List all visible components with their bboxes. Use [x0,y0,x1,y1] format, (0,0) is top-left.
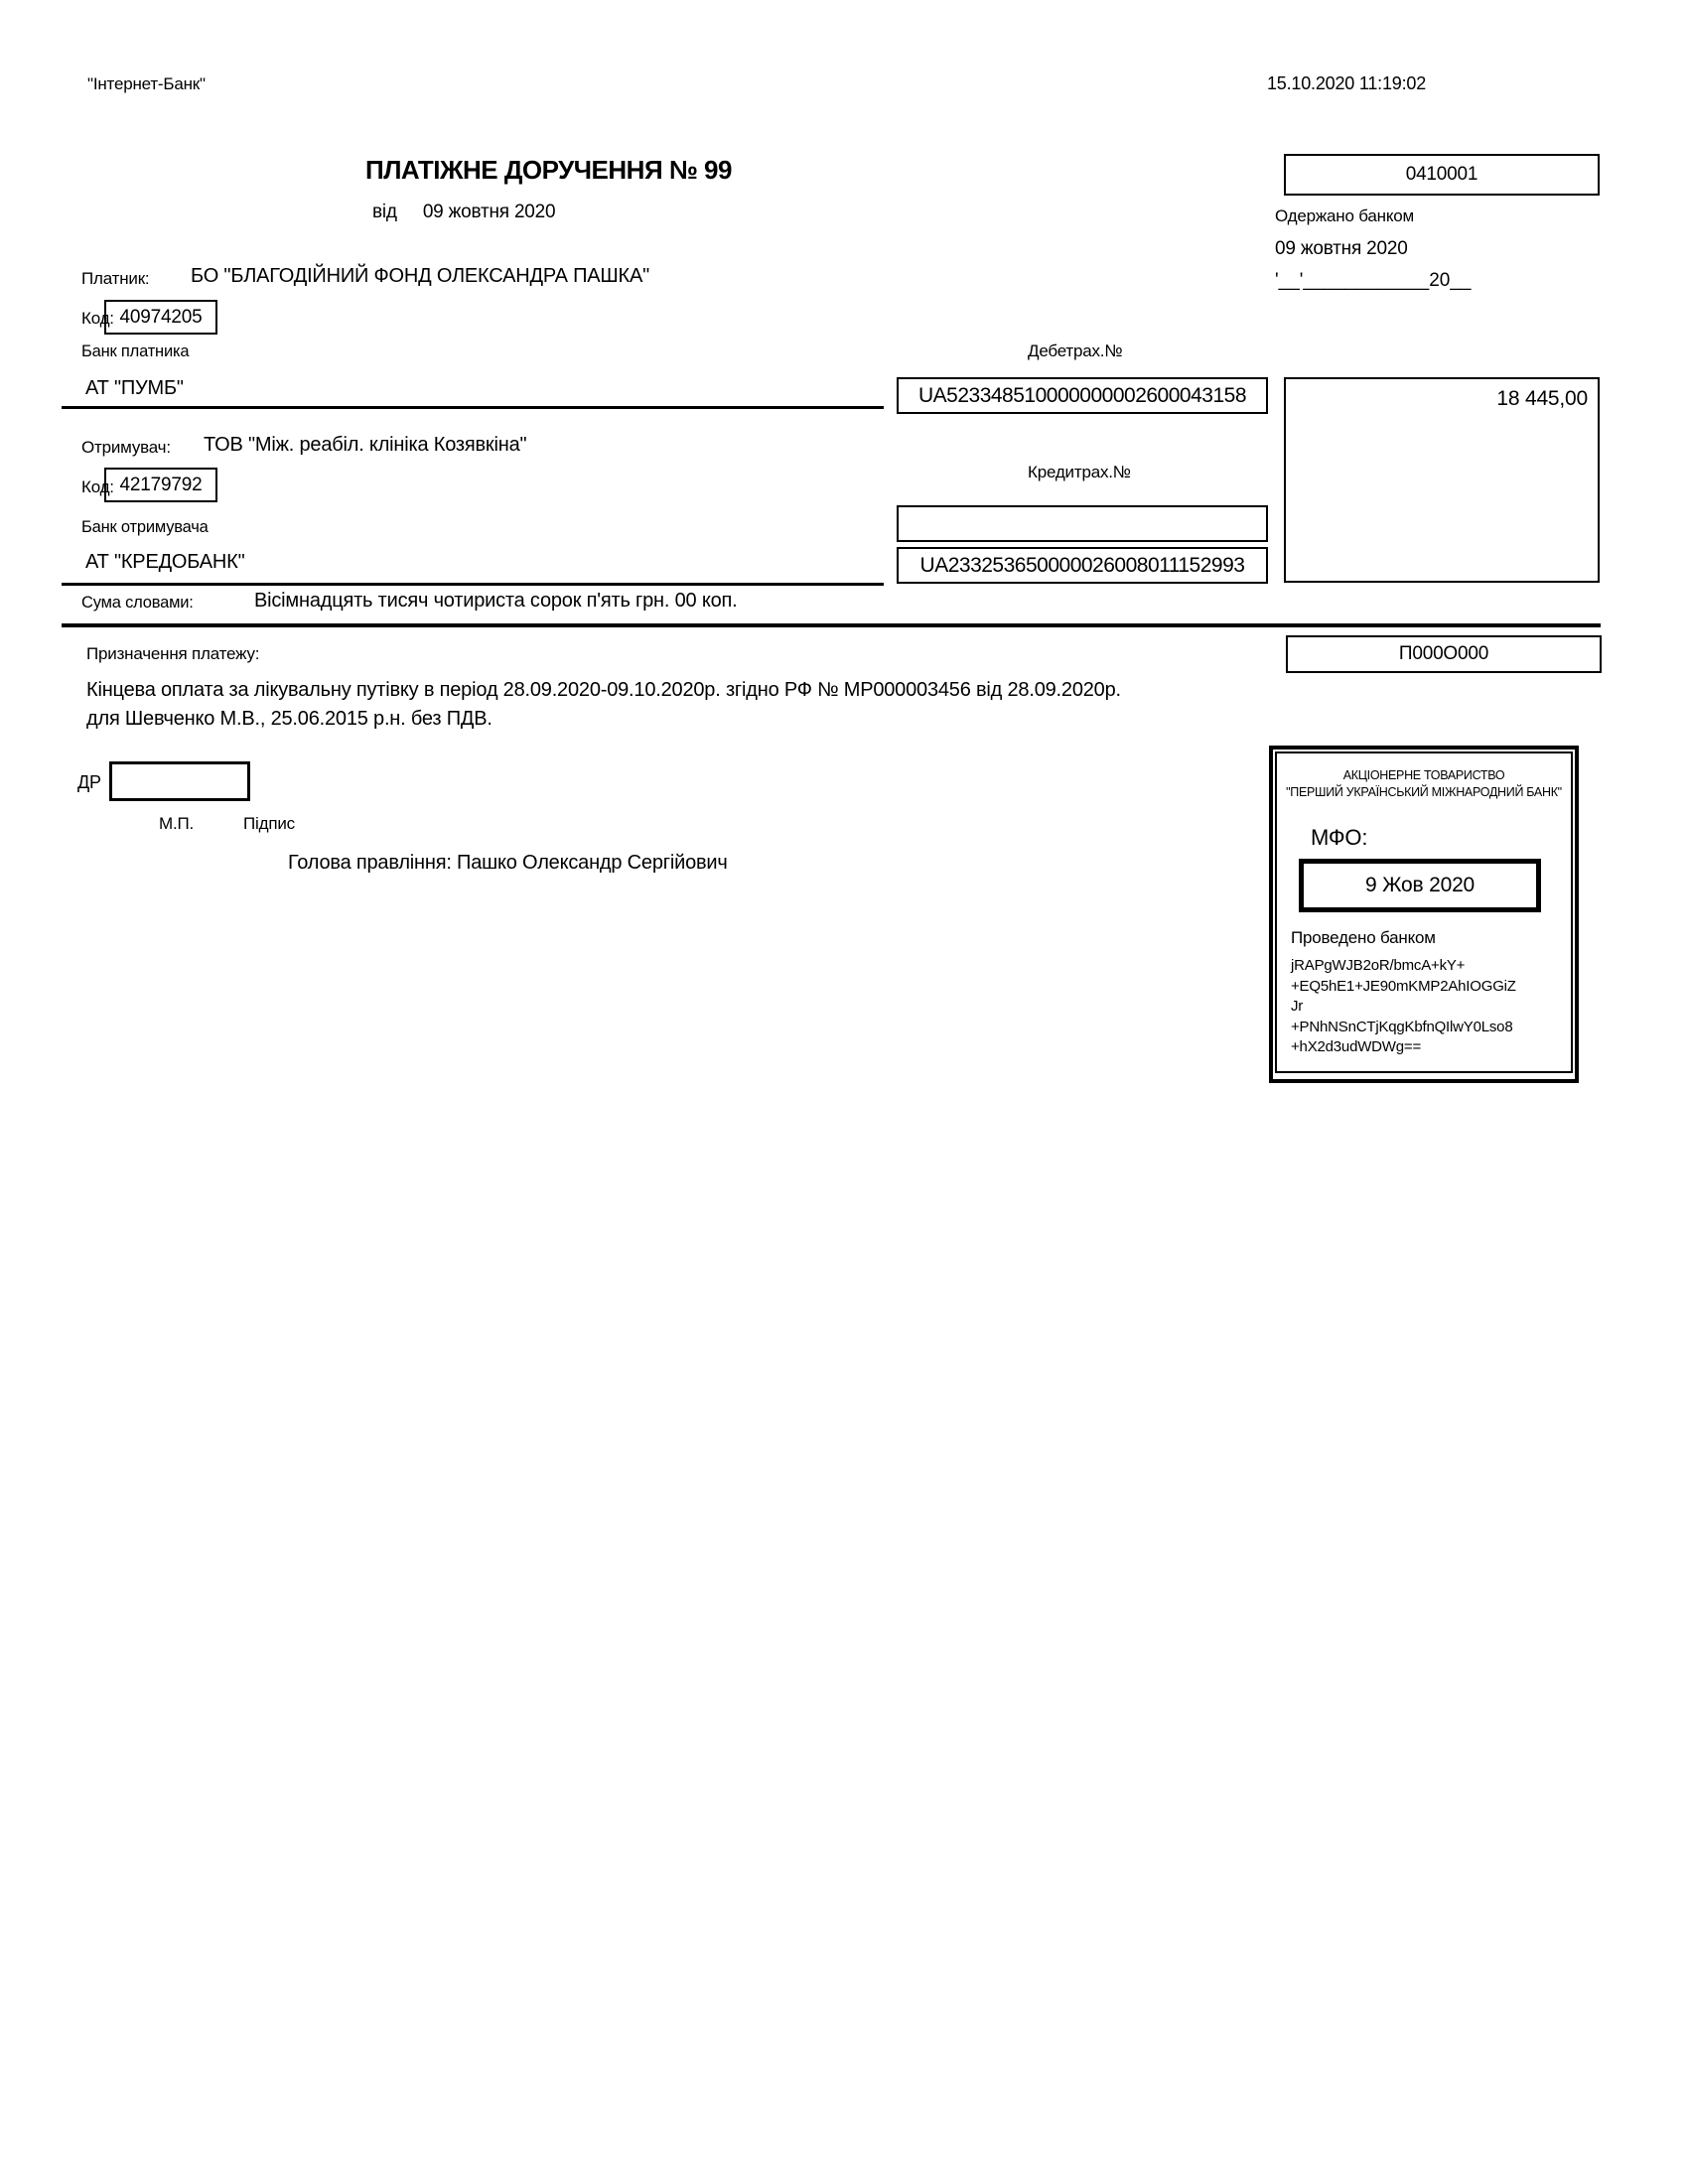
stamp-place-label: М.П. [159,814,195,833]
amount-in-words: Вісімнадцять тисяч чотириста сорок п'ять грн. 00 коп. [254,590,738,612]
credit-account-box: UA233253650000026008011152993 [897,547,1268,584]
payer-bank-name: АТ "ПУМБ" [85,377,184,399]
debit-account-box: UA523348510000000002600043158 [897,377,1268,414]
bank-stamp [1269,746,1579,1083]
payer-label: Платник: [81,269,150,288]
document-date-prefix: від [372,202,397,222]
section-divider [62,623,1601,627]
document-date: 09 жовтня 2020 [422,202,556,222]
stamp-mfo-label: МФО: [1311,825,1368,850]
payment-purpose-text [86,676,1238,734]
payee-bank-label: Банк отримувача [81,518,209,536]
payment-purpose-label: Призначення платежу: [86,644,260,663]
payer-name: БО "БЛАГОДІЙНИЙ ФОНД ОЛЕКСАНДРА ПАШКА" [191,265,650,287]
stamp-date-box: 9 Жов 2020 [1299,859,1541,912]
document-title: ПЛАТІЖНЕ ДОРУЧЕННЯ № 99 [365,155,732,185]
dr-box [109,761,250,801]
print-timestamp: 15.10.2020 11:19:02 [1267,73,1427,93]
stamp-sig-line: +EQ5hE1+JE90mKMP2AhIOGGiZ [1291,977,1516,995]
payee-code-label: Код: [81,478,114,496]
app-title: "Інтернет-Банк" [87,74,206,93]
payer-code-box: 40974205 [104,300,217,335]
amount-in-words-label: Сума словами: [81,594,194,612]
payment-purpose-line2: для Шевченко М.В., 25.06.2015 р.н. без ПДВ. [86,708,492,730]
payer-code-label: Код: [81,309,114,328]
bank-stamp-inner-border [1275,751,1573,1073]
stamp-processed-label: Проведено банком [1291,928,1436,947]
stamp-organization [1277,767,1571,801]
received-by-bank-date: 09 жовтня 2020 [1275,238,1408,259]
payer-bank-label: Банк платника [81,342,190,360]
payee-bank-name: АТ "КРЕДОБАНК" [85,551,245,573]
amount-value: 18 445,00 [1496,387,1588,410]
payee-bank-underline [62,583,884,586]
stamp-signature-hash [1291,956,1559,1058]
signer-name: Голова правління: Пашко Олександр Сергійович [288,852,728,874]
amount-box [1284,377,1600,583]
dr-label: ДР [77,772,101,792]
stamp-sig-line: +hX2d3udWDWg== [1291,1038,1422,1055]
stamp-sig-line: +PNhNSnCTjKqgKbfnQIlwY0Lso8 [1291,1018,1513,1035]
stamp-org-line1: АКЦІОНЕРНЕ ТОВАРИСТВО [1342,768,1505,782]
credit-account-label: Кредитрах.№ [1028,463,1131,481]
received-by-bank-label: Одержано банком [1275,206,1415,225]
payer-bank-underline [62,406,884,409]
stamp-org-line2: "ПЕРШИЙ УКРАЇНСЬКИЙ МІЖНАРОДНИЙ БАНК" [1286,785,1562,799]
stamp-sig-line: jRAPgWJB2oR/bmcA+kY+ [1291,957,1466,974]
blank-date-line: '__'____________20__ [1275,270,1472,291]
purpose-code-box: П000О000 [1286,635,1602,673]
document-code-box: 0410001 [1284,154,1600,196]
payee-name: ТОВ "Між. реабіл. клініка Козявкіна" [204,434,527,456]
payee-code-box: 42179792 [104,468,217,502]
document-date-line [372,202,555,223]
stamp-sig-line: Jr [1291,998,1304,1015]
payee-label: Отримувач: [81,438,171,457]
signature-label: Підпис [243,814,295,833]
payment-purpose-line1: Кінцева оплата за лікувальну путівку в період 28.09.2020-09.10.2020р. згідно РФ № МР000003456 від 28.09.2020р. [86,679,1121,701]
debit-account-label: Дебетрах.№ [1028,341,1123,360]
credit-empty-box [897,505,1268,542]
